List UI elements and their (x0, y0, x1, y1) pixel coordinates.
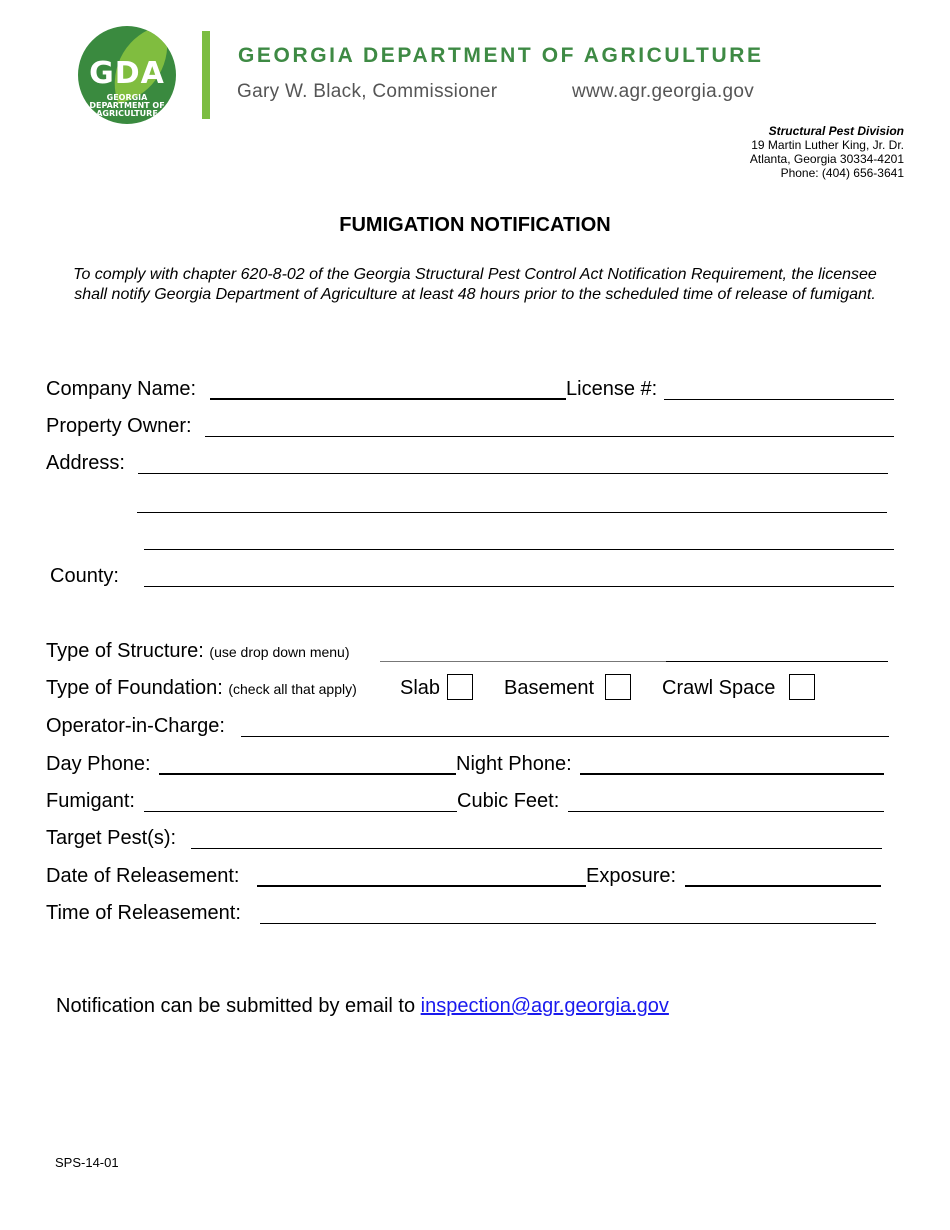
cubic-feet-label: Cubic Feet: (457, 790, 560, 812)
commissioner-name: Gary W. Black, Commissioner (237, 81, 498, 102)
exposure-field[interactable] (685, 885, 881, 887)
fumigant-field[interactable] (144, 811, 457, 812)
fumigant-label: Fumigant: (46, 790, 135, 812)
basement-checkbox[interactable] (605, 674, 631, 700)
cubic-feet-field[interactable] (568, 811, 884, 812)
date-release-field[interactable] (257, 885, 586, 887)
address-line-1[interactable] (138, 473, 888, 474)
day-phone-label: Day Phone: (46, 753, 151, 775)
target-pest-label: Target Pest(s): (46, 827, 177, 849)
structure-dropdown[interactable] (380, 661, 666, 662)
time-release-field[interactable] (260, 923, 876, 924)
property-owner-field[interactable] (205, 436, 894, 437)
county-label: County: (50, 565, 119, 587)
crawl-space-checkbox[interactable] (789, 674, 815, 700)
phone-number: Phone: (404) 656-3641 (780, 166, 904, 180)
city-address: Atlanta, Georgia 30334-4201 (749, 152, 904, 166)
crawl-space-label: Crawl Space (662, 677, 776, 699)
license-label: License #: (566, 378, 658, 400)
page-title: FUMIGATION NOTIFICATION (339, 214, 611, 236)
structure-label: Type of Structure: (use drop down menu) (46, 640, 350, 662)
logo-subtext-2: DEPARTMENT OF (89, 101, 165, 110)
basement-label: Basement (504, 677, 595, 699)
time-release-label: Time of Releasement: (46, 902, 241, 924)
exposure-label: Exposure: (586, 865, 677, 887)
license-field[interactable] (664, 399, 894, 400)
street-address: 19 Martin Luther King, Jr. Dr. (751, 138, 904, 152)
foundation-hint: (check all that apply) (228, 681, 357, 697)
logo-text: GDA (89, 56, 165, 91)
structure-field-extra[interactable] (666, 661, 888, 662)
target-pest-field[interactable] (191, 848, 882, 849)
slab-label: Slab (400, 677, 441, 699)
department-name: GEORGIA DEPARTMENT OF AGRICULTURE (238, 44, 764, 67)
notification-text: Notification can be submitted by email to inspection@agr.georgia.gov (56, 995, 669, 1017)
county-field[interactable] (144, 586, 894, 587)
logo-subtext-3: AGRICULTURE (96, 109, 158, 118)
day-phone-field[interactable] (159, 773, 456, 775)
foundation-label: Type of Foundation: (check all that apply) (46, 677, 357, 699)
division-name: Structural Pest Division (768, 124, 904, 138)
header-divider (202, 31, 210, 119)
form-number: SPS-14-01 (55, 1155, 119, 1170)
intro-text: To comply with chapter 620-8-02 of the Georgia Structural Pest Control Act Notification Requirement, the licensee shall notify Georgia Department of Agriculture at least 48 hours prior to the scheduled time of release of fumigant. (73, 266, 877, 303)
operator-field[interactable] (241, 736, 889, 737)
structure-hint: (use drop down menu) (209, 644, 350, 660)
company-name-label: Company Name: (46, 378, 197, 400)
date-release-label: Date of Releasement: (46, 865, 240, 887)
address-label: Address: (46, 452, 125, 474)
night-phone-label: Night Phone: (456, 753, 572, 775)
property-owner-label: Property Owner: (46, 415, 192, 437)
logo-subtext-1: GEORGIA (106, 93, 148, 102)
gda-logo (78, 26, 176, 124)
operator-label: Operator-in-Charge: (46, 715, 225, 737)
address-line-3[interactable] (144, 549, 894, 550)
slab-checkbox[interactable] (447, 674, 473, 700)
company-name-field[interactable] (210, 398, 566, 400)
night-phone-field[interactable] (580, 773, 884, 775)
address-line-2[interactable] (137, 512, 887, 513)
email-link[interactable]: inspection@agr.georgia.gov (420, 995, 669, 1017)
website-link[interactable]: www.agr.georgia.gov (572, 81, 755, 102)
